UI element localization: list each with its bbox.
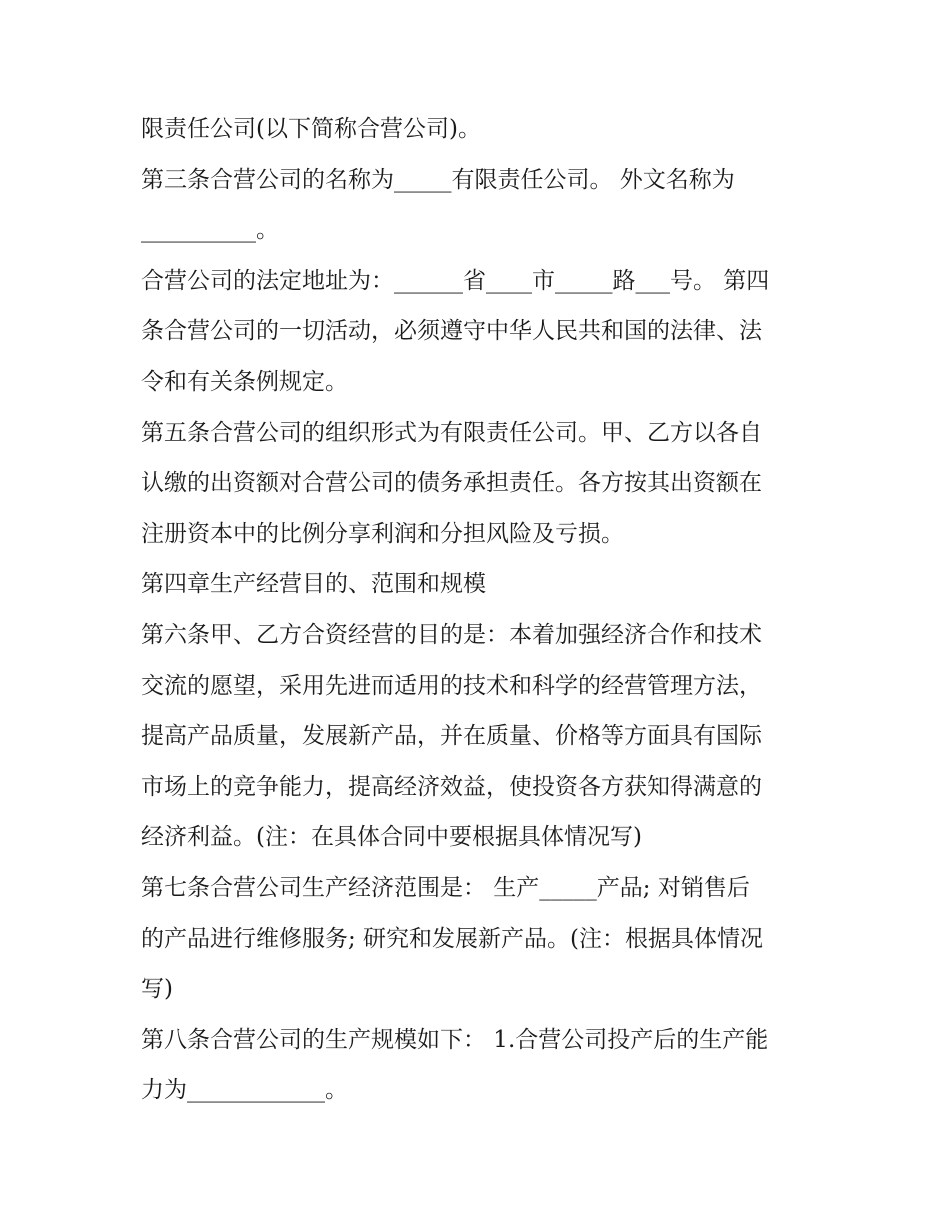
text-line: 第六条甲、乙方合资经营的目的是：本着加强经济合作和技术: [141, 621, 762, 648]
text-line: 写): [141, 976, 173, 1003]
text-line: 合营公司的法定地址为：______省____市_____路___号。 第四: [141, 267, 770, 294]
text-line: 第五条合营公司的组织形式为有限责任公司。甲、乙方以各自: [141, 419, 762, 446]
text-line: 令和有关条例规定。: [141, 368, 348, 395]
text-line: 交流的愿望，采用先进而适用的技术和科学的经营管理方法，: [141, 672, 762, 699]
text-line: 经济利益。(注：在具体合同中要根据具体情况写): [141, 824, 642, 851]
text-line: 力为____________。: [141, 1077, 348, 1104]
text-line: 提高产品质量，发展新产品，并在质量、价格等方面具有国际: [141, 723, 762, 750]
text-line: 第八条合营公司的生产规模如下： 1.合营公司投产后的生产能: [141, 1026, 769, 1053]
document-body: [141, 104, 821, 1116]
text-line: 条合营公司的一切活动，必须遵守中华人民共和国的法律、法: [141, 318, 762, 345]
text-line: __________。: [141, 217, 279, 244]
text-line: 认缴的出资额对合营公司的债务承担责任。各方按其出资额在: [141, 470, 762, 497]
chapter-heading: 第四章生产经营目的、范围和规模: [141, 571, 486, 598]
text-line: 第三条合营公司的名称为_____有限责任公司。 外文名称为: [141, 166, 735, 193]
text-line: 第七条合营公司生产经济范围是： 生产_____产品; 对销售后: [141, 874, 750, 901]
text-line: 市场上的竞争能力，提高经济效益，使投资各方获知得满意的: [141, 773, 762, 800]
text-line: 的产品进行维修服务; 研究和发展新产品。(注：根据具体情况: [141, 925, 764, 952]
text-line: 限责任公司(以下简称合营公司)。: [141, 116, 481, 142]
text-line: 注册资本中的比例分享利润和分担风险及亏损。: [141, 520, 624, 547]
